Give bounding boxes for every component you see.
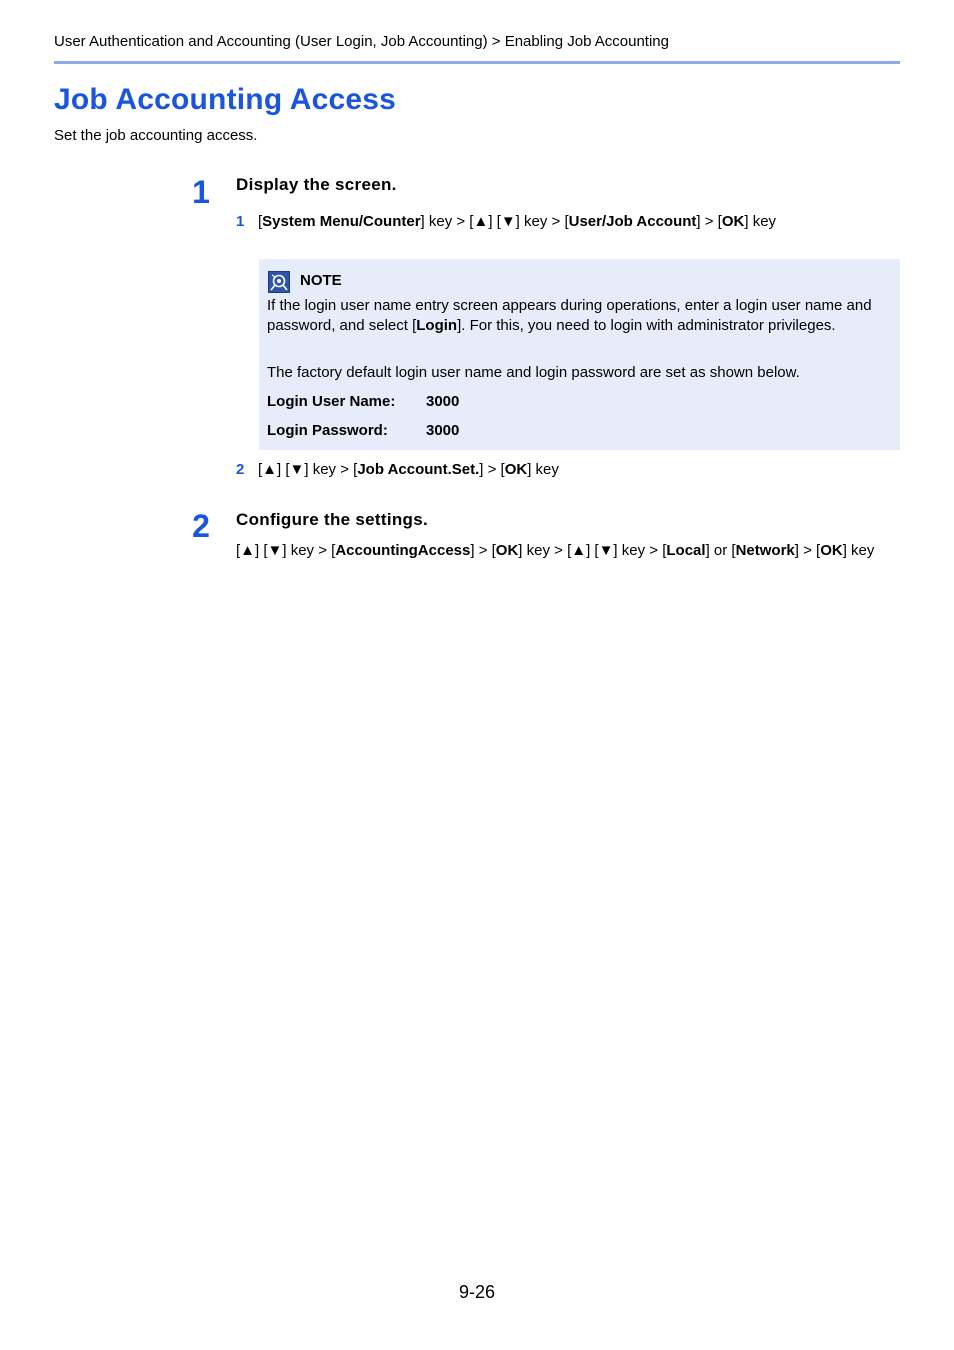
step-2-instruction: [▲] [▼] key > [AccountingAccess] > [OK] key > [▲] [▼] key > [Local] or [Network] > [OK] key <box>236 542 875 559</box>
key-ok: OK <box>504 461 528 478</box>
step-1-number: 1 <box>192 174 210 210</box>
step-1-title: Display the screen. <box>236 175 397 194</box>
substep-1-2: 2 [▲] [▼] key > [Job Account.Set.] > [OK] key <box>236 461 559 478</box>
page-title: Job Accounting Access <box>54 83 397 116</box>
key-system-menu-counter: System Menu/Counter <box>262 213 421 230</box>
step-2-title: Configure the settings. <box>236 510 429 529</box>
note-paragraph-1: If the login user name entry screen appears during operations, enter a login user name and password, and select [Login]. For this, you need to login with administrator privileges. <box>267 297 872 334</box>
breadcrumb: User Authentication and Accounting (User Login, Job Accounting) > Enabling Job Accounting <box>54 33 669 50</box>
substep-number: 2 <box>236 461 245 478</box>
key-network: Network <box>735 542 795 559</box>
key-ok: OK <box>721 213 745 230</box>
key-job-account-set: Job Account.Set. <box>357 461 480 478</box>
intro-text: Set the job accounting access. <box>54 127 258 144</box>
credential-login-password: Login Password: 3000 <box>267 422 460 439</box>
credential-login-user-name: Login User Name: 3000 <box>267 393 460 410</box>
note-icon <box>268 271 290 293</box>
note-paragraph-2: The factory default login user name and login password are set as shown below. <box>267 364 800 381</box>
note-box <box>259 259 900 450</box>
key-ok: OK <box>495 542 519 559</box>
header-rule <box>54 61 900 64</box>
substep-number: 1 <box>236 213 245 230</box>
substep-1-1: 1 [System Menu/Counter] key > [▲] [▼] key > [User/Job Account] > [OK] key <box>236 213 777 230</box>
note-label: NOTE <box>300 272 342 289</box>
page-number: 9-26 <box>458 1282 496 1302</box>
key-local: Local <box>666 542 706 559</box>
key-login: Login <box>416 316 458 334</box>
key-accounting-access: AccountingAccess <box>335 542 471 559</box>
key-user-job-account: User/Job Account <box>568 213 697 230</box>
key-ok: OK <box>820 542 843 559</box>
step-2-number: 2 <box>192 508 210 544</box>
